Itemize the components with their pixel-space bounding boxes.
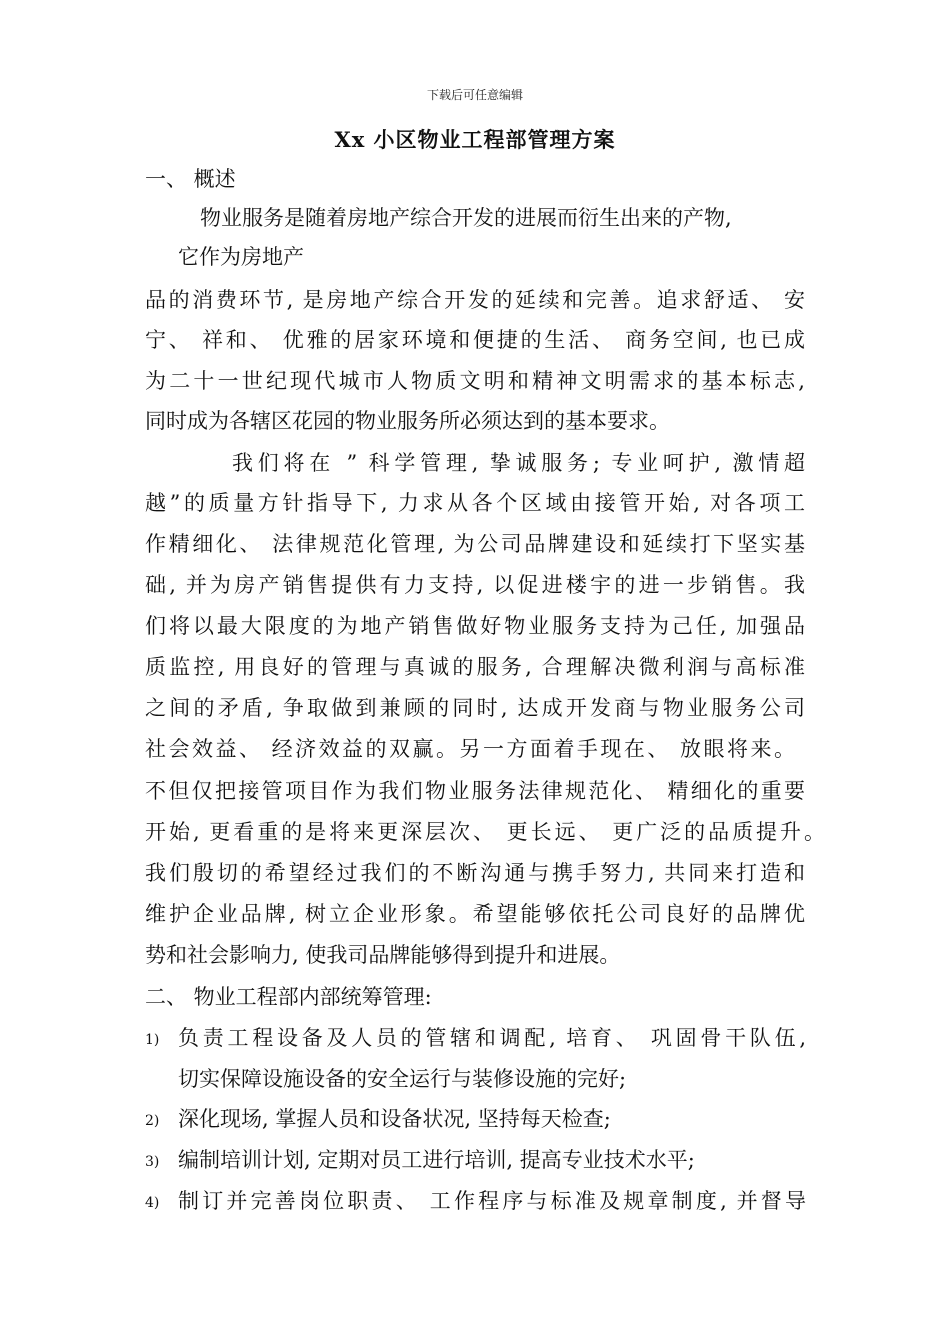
list-item-number: 4) (145, 1195, 160, 1211)
paragraph-line: 开始, 更看重的是将来更深层次、 更长远、 更广泛的品质提升。 (145, 820, 825, 844)
paragraph-line: 作精细化、 法律规范化管理, 为公司品牌建设和延续打下坚实基 (145, 532, 805, 556)
list-item-text: 深化现场, 掌握人员和设备状况, 坚持每天检查; (178, 1107, 611, 1131)
list-item-number: 3) (145, 1154, 160, 1170)
paragraph-line: 社会效益、 经济效益的双赢。另一方面着手现在、 放眼将来。 (145, 737, 795, 761)
paragraph-line: 物业服务是随着房地产综合开发的进展而衍生出来的产物, (200, 206, 732, 230)
list-item-number: 1) (145, 1032, 160, 1048)
list-item-text: 负责工程设备及人员的管辖和调配, 培育、 巩固骨干队伍, (178, 1026, 806, 1050)
document-title: Xx 小区物业工程部管理方案 (334, 127, 616, 152)
section-1-heading: 一、 概述 (145, 167, 236, 191)
paragraph-line: 品的消费环节, 是房地产综合开发的延续和完善。追求舒适、 安 (145, 288, 805, 312)
paragraph-line: 质监控, 用良好的管理与真诚的服务, 合理解决微利润与高标准 (145, 655, 805, 679)
paragraph-line: 我们将在 ” 科学管理, 挚诚服务; 专业呵护, 激情超 (232, 451, 805, 475)
paragraph-line: 础, 并为房产销售提供有力支持, 以促进楼宇的进一步销售。我 (145, 573, 805, 597)
list-item-text: 制订并完善岗位职责、 工作程序与标准及规章制度, 并督导 (178, 1189, 806, 1213)
list-item-text: 切实保障设施设备的安全运行与装修设施的完好; (178, 1067, 627, 1091)
section-2-heading: 二、 物业工程部内部统筹管理: (145, 985, 432, 1009)
paragraph-line: 之间的矛盾, 争取做到兼顾的同时, 达成开发商与物业服务公司 (145, 696, 805, 720)
paragraph-line: 维护企业品牌, 树立企业形象。希望能够依托公司良好的品牌优 (145, 902, 805, 926)
paragraph-line: 它作为房地产 (178, 245, 304, 269)
paragraph-line: 同时成为各辖区花园的物业服务所必须达到的基本要求。 (145, 409, 670, 433)
paragraph-line: 越”的质量方针指导下, 力求从各个区域由接管开始, 对各项工 (145, 491, 805, 515)
paragraph-line: 不但仅把接管项目作为我们物业服务法律规范化、 精细化的重要 (145, 779, 805, 803)
paragraph-line: 势和社会影响力, 使我司品牌能够得到提升和进展。 (145, 943, 621, 967)
paragraph-line: 我们殷切的希望经过我们的不断沟通与携手努力, 共同来打造和 (145, 861, 805, 885)
list-item-number: 2) (145, 1113, 160, 1129)
paragraph-line: 为二十一世纪现代城市人物质文明和精神文明需求的基本标志, (145, 369, 805, 393)
header-note: 下载后可任意编辑 (426, 88, 523, 102)
list-item-text: 编制培训计划, 定期对员工进行培训, 提高专业技术水平; (178, 1148, 695, 1172)
paragraph-line: 宁、 祥和、 优雅的居家环境和便捷的生活、 商务空间, 也已成 (145, 328, 805, 352)
paragraph-line: 们将以最大限度的为地产销售做好物业服务支持为己任, 加强品 (145, 614, 805, 638)
